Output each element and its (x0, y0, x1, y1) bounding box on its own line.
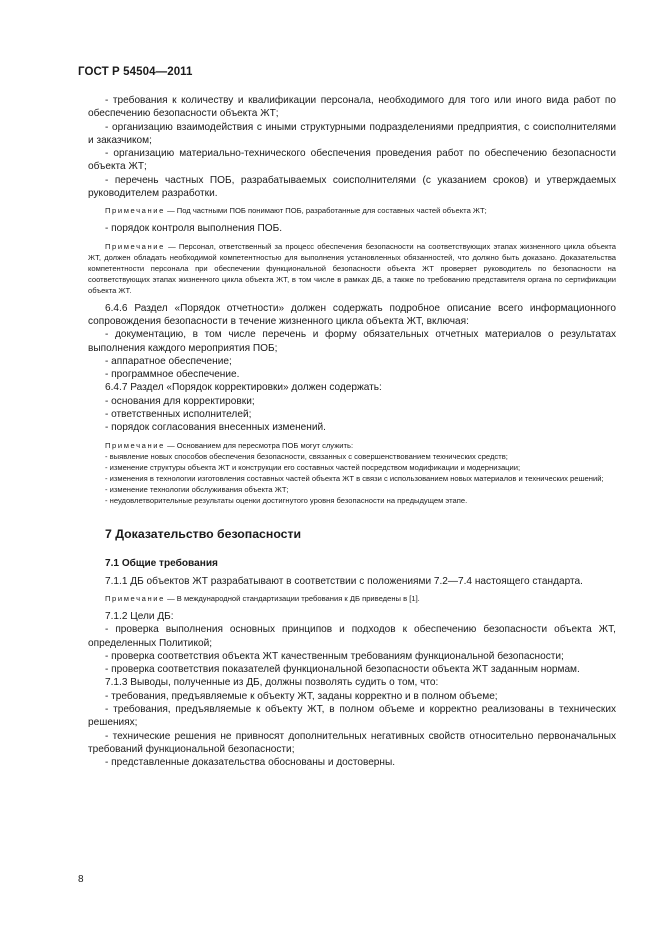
section-heading: 7 Доказательство безопасности (105, 526, 302, 541)
paragraph: - основания для корректировки; (105, 395, 255, 407)
note (88, 593, 616, 604)
paragraph: - порядок контроля выполнения ПОБ. (105, 223, 283, 235)
note-item: - изменение структуры объекта ЖТ и конструкции его составных частей посредством модификации и модернизации; (105, 462, 521, 472)
note-item: - выявление новых способов обеспечения безопасности, связанных с совершенствованием технических средств; (105, 451, 508, 461)
paragraph: - аппаратное обеспечение; (105, 355, 232, 367)
paragraph: - проверка соответствия показателей функциональной безопасности объекта ЖТ заданным нормам. (105, 664, 580, 676)
note-text: — Персонал, ответственный за процесс обеспечения безопасности на соответствующих этапах жизненного цикла объекта ЖТ, должен обладать необходимой компетентностью для выполнения установленных обязанностей, что должно быть доказано. Доказательства компетентности персонала при обеспечении функциональной безопасности объекта ЖТ проверяет руководитель по безопасности на соответствующих этапах жизненного цикла объекта ЖТ, в том числе в рамках ДБ, а также по требованию представителя органа по сертификации объекта ЖТ. (88, 241, 616, 295)
paragraph: - требования, предъявляемые к объекту ЖТ, заданы корректно и в полном объеме; (105, 690, 498, 702)
paragraph: - технические решения не привносят дополнительных негативных свойств относительно первоначальных требований функциональной безопасности; (88, 730, 616, 755)
paragraph: - организацию материально-технического обеспечения проведения работ по обеспечению безопасности объекта ЖТ; (88, 148, 616, 173)
note-label: Примечание (105, 241, 165, 251)
note-item: - изменения в технологии изготовления составных частей объекта ЖТ в связи с использованием новых материалов и технических решений; (105, 473, 604, 483)
paragraph: - требования, предъявляемые к объекту ЖТ, в полном объеме и корректно реализованы в технических решениях; (88, 704, 616, 729)
paragraph: - представленные доказательства обоснованы и достоверны. (105, 757, 396, 769)
paragraph: 7.1.1 ДБ объектов ЖТ разрабатывают в соответствии с положениями 7.2—7.4 настоящего стандарта. (105, 575, 583, 587)
paragraph: 7.1.2 Цели ДБ: (105, 610, 174, 622)
note (88, 205, 616, 216)
subsection-heading: 7.1 Общие требования (105, 557, 218, 569)
paragraph: 6.4.7 Раздел «Порядок корректировки» должен содержать: (105, 382, 382, 394)
paragraph: 6.4.6 Раздел «Порядок отчетности» должен содержать подробное описание всего информационного сопровождения безопасности в течение жизненного цикла объекта ЖТ, включая: (88, 302, 616, 327)
paragraph: - проверка соответствия объекта ЖТ качественным требованиям функциональной безопасности; (105, 650, 564, 662)
note-text: — Основанием для пересмотра ПОБ могут служить: (164, 440, 354, 450)
document-header: ГОСТ Р 54504—2011 (78, 66, 193, 78)
note-item: - изменение технологии обслуживания объекта ЖТ; (105, 484, 289, 494)
page-number: 8 (78, 874, 84, 885)
paragraph: - перечень частных ПОБ, разрабатываемых соисполнителями (с указанием сроков) и утверждаемых руководителем разработки. (88, 174, 616, 200)
note-label: Примечание (105, 206, 165, 216)
document-body (88, 94, 616, 770)
note-text: — В международной стандартизации требования к ДБ приведены в [1]. (164, 593, 420, 603)
paragraph: - требования к количеству и квалификации персонала, необходимого для того или иного вида работ по обеспечению безопасности объекта ЖТ; (88, 95, 616, 120)
paragraph: - программное обеспечение. (105, 369, 240, 381)
note (88, 241, 616, 296)
paragraph: - ответственных исполнителей; (105, 409, 252, 421)
paragraph: - проверка выполнения основных принципов и подходов к обеспечению безопасности объекта ЖТ, определенных Политикой; (88, 624, 616, 649)
note-item: - неудовлетворительные результаты оценки достигнутого уровня безопасности на предыдущем этапе. (105, 495, 468, 505)
note (88, 440, 616, 451)
note-text: — Под частными ПОБ понимают ПОБ, разработанные для составных частей объекта ЖТ; (164, 206, 487, 216)
paragraph: - документацию, в том числе перечень и форму обязательных отчетных материалов о результатах выполнения каждого мероприятия ПОБ; (88, 329, 616, 354)
paragraph: - организацию взаимодействия с иными структурными подразделениями предприятия, с соисполнителями и заказчиком; (88, 121, 616, 146)
note-label: Примечание (105, 440, 165, 450)
paragraph: - порядок согласования внесенных изменений. (105, 422, 326, 434)
note-label: Примечание (105, 593, 165, 603)
paragraph: 7.1.3 Выводы, полученные из ДБ, должны позволять судить о том, что: (105, 677, 439, 689)
